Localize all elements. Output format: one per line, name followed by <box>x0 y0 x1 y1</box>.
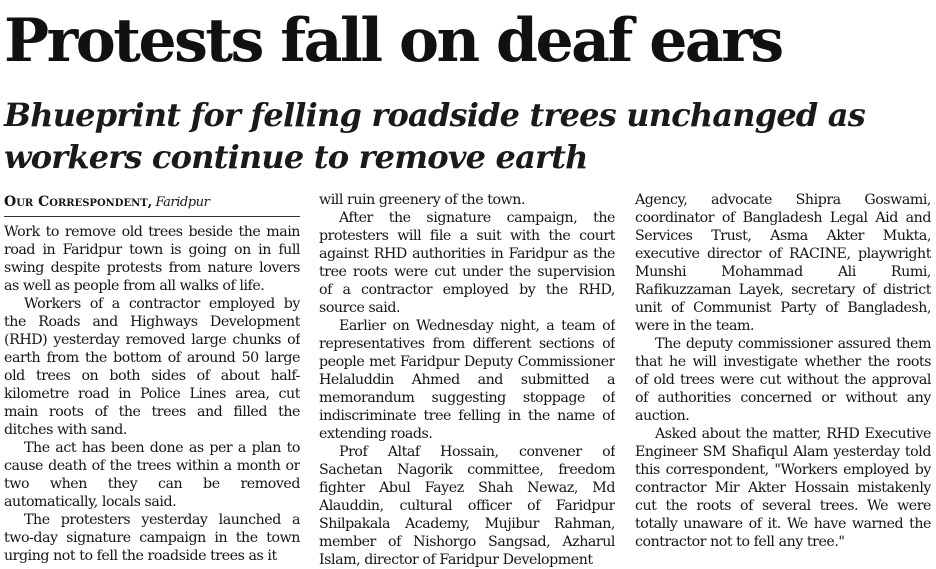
article-paragraph: Workers of a contractor employed by the Roads and Highways Development (RHD) yesterday removed large chunks of earth from the bottom of around 50 large old trees on both sides of about half-kilometre road in Police Lines area, cut main roots of the trees and filled the ditches with sand. <box>4 296 300 438</box>
article-paragraph: Earlier on Wednesday night, a team of representatives from different sections of people met Faridpur Deputy Commissioner Helaluddin Ahmed and submitted a memorandum suggesting stoppage of indiscriminate tree felling in the name of extending roads. <box>319 318 615 442</box>
byline <box>4 190 300 217</box>
deck-subheadline: Bhueprint for felling roadside trees unchanged as workers continue to remove earth <box>4 96 865 176</box>
headline: Protests fall on deaf ears <box>4 6 782 76</box>
article-column-3 <box>635 191 931 569</box>
article-paragraph: The act has been done as per a plan to cause death of the trees within a month or two when they can be removed automatically, locals said. <box>4 440 300 510</box>
article-paragraph: Agency, advocate Shipra Goswami, coordinator of Bangladesh Legal Aid and Services Trust, Asma Akter Mukta, executive director of RACINE, playwright Munshi Mohammad Ali Rumi, Rafikuzzaman Layek, secretary of district unit of Communist Party of Bangladesh, were in the team. <box>635 192 931 334</box>
article-paragraph: will ruin greenery of the town. <box>319 192 525 208</box>
byline-place: Faridpur <box>155 195 210 210</box>
article-paragraph: Work to remove old trees beside the main road in Faridpur town is going on in full swing despite protests from nature lovers as well as people from all walks of life. <box>4 224 300 294</box>
article-paragraph: Prof Altaf Hossain, convener of Sachetan Nagorik committee, freedom fighter Abul Fayez Shah Newaz, Md Alauddin, cultural officer of Faridpur Shilpakala Academy, Mujibur Rahman, member of Nishorgo Sangsad, Azharul Islam, director of Faridpur Development <box>319 444 615 568</box>
byline-separator: , <box>147 195 152 210</box>
article-paragraph: The deputy commissioner assured them that he will investigate whether the roots of old trees were cut without the approval of authorities concerned or without any auction. <box>635 336 931 424</box>
article-paragraph: After the signature campaign, the protesters will file a suit with the court against RHD authorities in Faridpur as the tree roots were cut under the supervision of a contractor employed by the RHD, source said. <box>319 210 615 316</box>
article-column-2 <box>319 191 615 569</box>
article-paragraph: Asked about the matter, RHD Executive Engineer SM Shafiqul Alam yesterday told this correspondent, "Workers employed by contractor Mir Akter Hossain mistakenly cut the roots of several trees. We were totally unaware of it. We have warned the contractor not to fell any tree." <box>635 426 931 550</box>
article-paragraph: The protesters yesterday launched a two-day signature campaign in the town urging not to fell the roadside trees as it <box>4 512 300 564</box>
article-column-1 <box>4 190 300 568</box>
byline-author: Our Correspondent <box>4 194 148 210</box>
